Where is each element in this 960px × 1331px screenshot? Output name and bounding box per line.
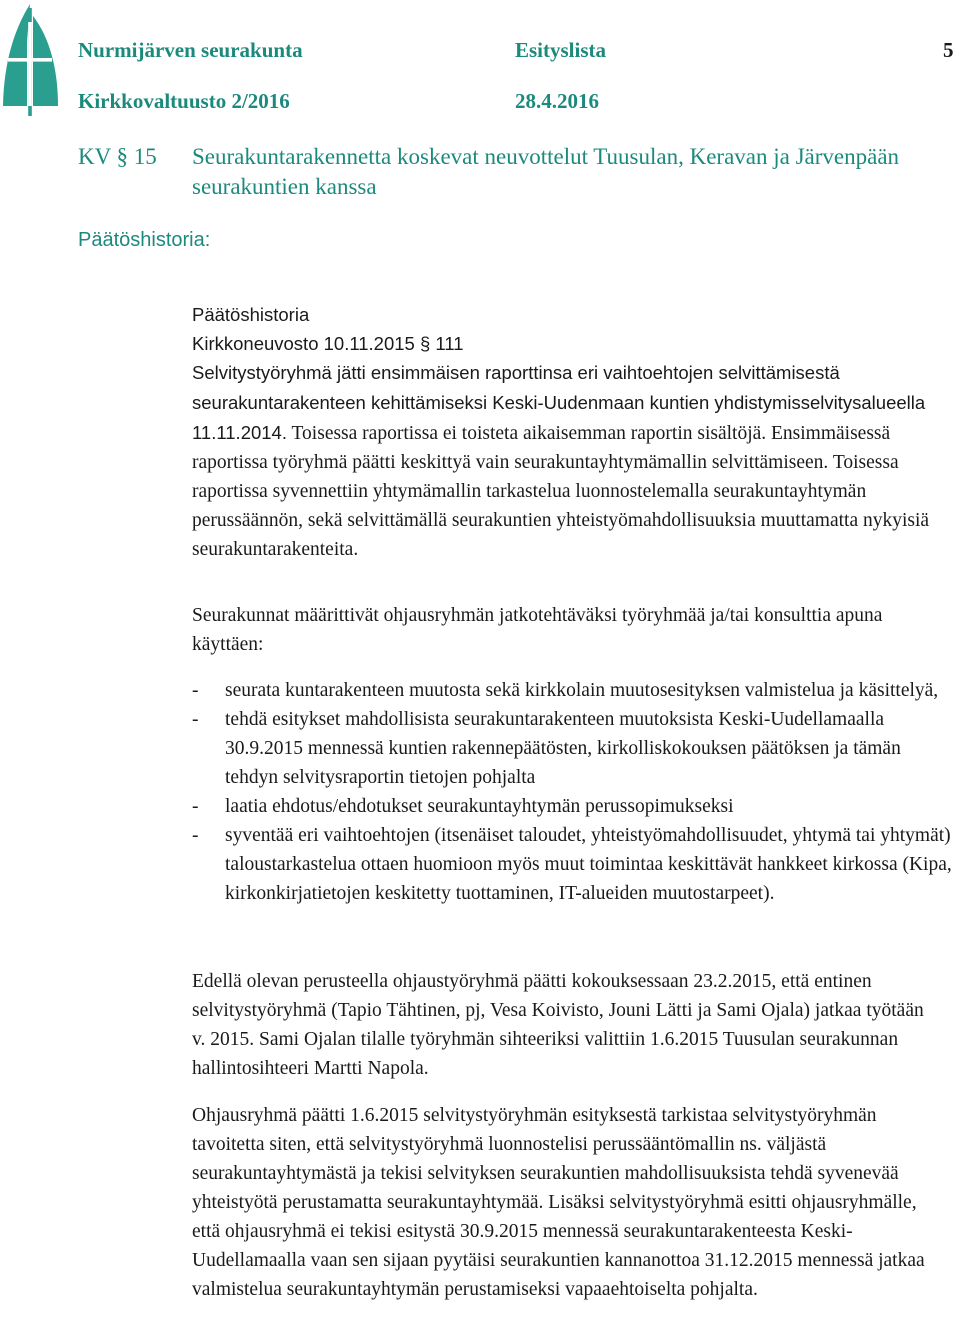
list-item-text: seurata kuntarakenteen muutosta sekä kirkkolain muutosesityksen valmistelua ja käsittelyä, (225, 680, 939, 701)
list-item (192, 792, 957, 821)
list-dash: - (192, 680, 199, 701)
list-dash: - (192, 796, 199, 817)
paragraph-working-group: Edellä olevan perusteella ohjaustyöryhmä päätti kokouksessaan 23.2.2015, että entinen selvitystyöryhmä (Tapio Tähtinen, pj, Vesa Koivisto, Jouni Lätti ja Sami Ojala) jatkaa työtään v. 2015. Sami Ojalan tilalle työryhmän sihteeriksi valittiin 1.6.2015 Tuusulan seurakunnan hallintosihteeri Martti Napola. (192, 971, 924, 1079)
header-page-number: 5 (943, 38, 954, 62)
list-item-text: syventää eri vaihtoehtojen (itsenäiset taloudet, yhteistyömahdollisuudet, yhtymä tai yhtymät) taloustarkastelua ottaen huomioon myös muut toimintaa keskittävät hankkeet kirkossa (Kipa, kirkonkirjatietojen keskitetty tuottaminen, IT-alueiden muutostarpeet). (225, 825, 952, 904)
task-list (192, 676, 957, 908)
history-label: Päätöshistoria (192, 304, 310, 325)
paragraph-steering-decision: Ohjausryhmä päätti 1.6.2015 selvitystyöryhmän esityksestä tarkistaa selvitystyöryhmän tavoitetta siten, että selvitystyöryhmä luonnostelisi perussääntömallin ns. väljästä seurakuntayhtymästä ja tekisi selvityksen seurakuntien mahdollisuuksista tehdä syvenevää yhteistyötä perustamatta seurakuntayhtymää. Lisäksi selvitystyöryhmä esitti ohjausryhmälle, että ohjausryhmä ei tekisi esitystä 30.9.2015 mennessä seurakuntarakenteesta Keski-Uudellamaalla vaan sen sijaan pyytäisi seurakuntien kannanottoa 31.12.2015 mennessä jatkaa valmistelua seurakuntayhtymän perustamiseksi vapaaehtoiselta pohjalta. (192, 1105, 925, 1300)
section-title: Seurakuntarakennetta koskevat neuvottelut Tuusulan, Keravan ja Järvenpään seurakuntien kanssa (192, 144, 900, 199)
paragraph-tasks-intro: Seurakunnat määrittivät ohjausryhmän jatkotehtäväksi työryhmää ja/tai konsulttia apuna käyttäen: (192, 605, 883, 655)
header-doc-type: Esityslista (515, 38, 607, 62)
history-block (192, 300, 932, 564)
list-item-text: tehdä esitykset mahdollisista seurakuntarakenteen muutoksista Keski-Uudellamaalla 30.9.2015 mennessä kuntien rakennepäätösten, kirkolliskokouksen päätöksen ja tämän tehdyn selvitysraportin tietojen pohjalta (225, 709, 901, 788)
header-meeting: Kirkkovaltuusto 2/2016 (78, 89, 290, 113)
header-date: 28.4.2016 (515, 89, 599, 113)
history-para-serif: Toisessa raportissa ei toisteta aikaisemman raportin sisältöjä. Ensimmäisessä raportissa työryhmä päätti keskittyä vain seurakuntayhtymämallin selvittämiseen. Toisessa raportissa syvennettiin yhtymämallin tarkastelua luonnostelemalla seurakuntayhtymän perussäännön, sekä selvittämällä seurakuntien yhteistyömahdollisuuksia muuttamatta nykyisiä seurakuntarakenteita. (192, 423, 930, 560)
list-dash: - (192, 709, 199, 730)
history-paragraph (192, 358, 932, 564)
list-item-text: laatia ehdotus/ehdotukset seurakuntayhtymän perussopimukseksi (225, 796, 734, 817)
section-number: KV § 15 (78, 144, 157, 169)
header-org: Nurmijärven seurakunta (78, 38, 303, 62)
church-logo-icon (0, 2, 60, 118)
list-dash: - (192, 825, 199, 846)
history-heading: Päätöshistoria: (78, 229, 211, 251)
history-para-sans: Selvitystyöryhmä jätti ensimmäisen raporttinsa eri vaihtoehtojen selvittämisestä seurakuntarakenteen kehittämiseksi Keski-Uudenmaan kuntien yhdistymisselvitysalueella 11.11.2014. (192, 362, 926, 443)
list-item (192, 821, 957, 908)
list-item (192, 705, 957, 792)
list-item (192, 676, 957, 705)
history-meta: Kirkkoneuvosto 10.11.2015 § 111 (192, 333, 464, 354)
